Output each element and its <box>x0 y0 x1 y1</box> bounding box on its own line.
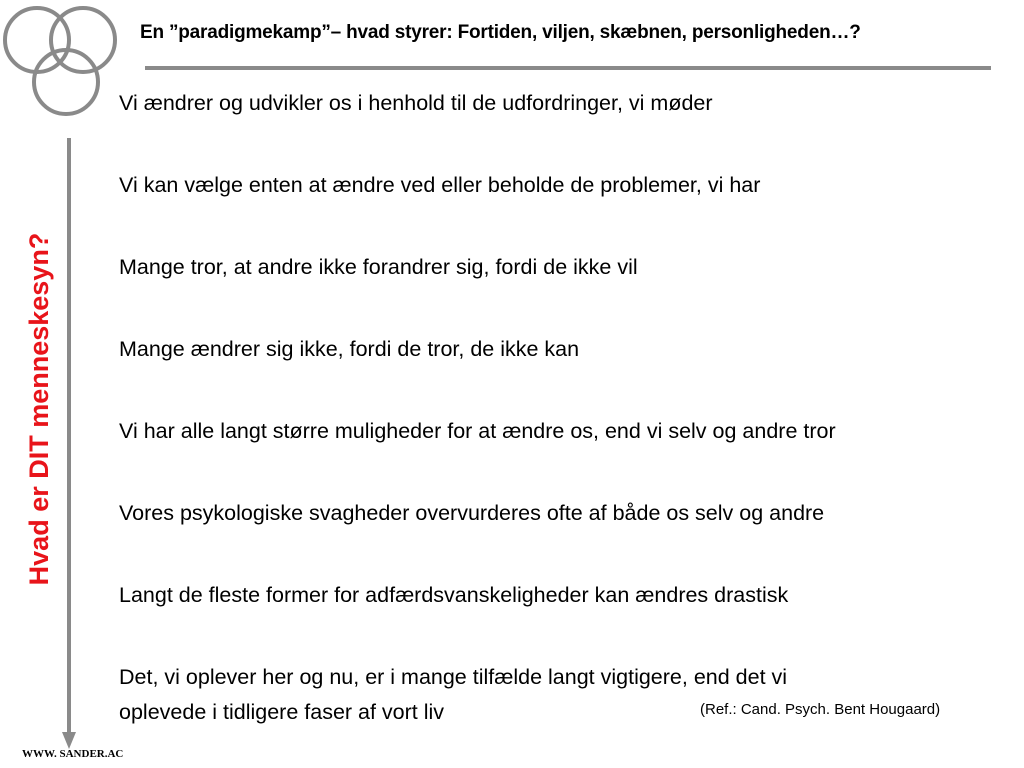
footer-url: WWW. SANDER.AC <box>22 748 124 760</box>
list-item: Mange tror, at andre ikke forandrer sig, fordi de ikke vil <box>119 255 638 279</box>
bullet-list <box>119 0 1009 740</box>
list-item-line-1: Det, vi oplever her og nu, er i mange tilfælde langt vigtigere, end det vi <box>119 665 788 689</box>
side-heading: Hvad er DIT menneskesyn? <box>24 232 54 586</box>
list-item: Mange ændrer sig ikke, fordi de tror, de ikke kan <box>119 337 580 361</box>
slide-title: En ”paradigmekamp”– hvad styrer: Fortiden, viljen, skæbnen, personligheden…? <box>140 22 861 43</box>
list-item: Vi har alle langt større muligheder for at ændre os, end vi selv og andre tror <box>119 419 836 443</box>
list-item: Langt de fleste former for adfærdsvanskeligheder kan ændres drastisk <box>119 583 789 607</box>
reference-note: (Ref.: Cand. Psych. Bent Hougaard) <box>700 701 941 718</box>
down-arrow-icon <box>60 138 78 750</box>
list-item-line-2: oplevede i tidligere faser af vort liv <box>119 700 445 724</box>
list-item: Vi ændrer og udvikler os i henhold til de udfordringer, vi møder <box>119 91 713 115</box>
list-item: Vores psykologiske svagheder overvurderes ofte af både os selv og andre <box>119 501 825 525</box>
list-item: Vi kan vælge enten at ændre ved eller beholde de problemer, vi har <box>119 173 761 197</box>
